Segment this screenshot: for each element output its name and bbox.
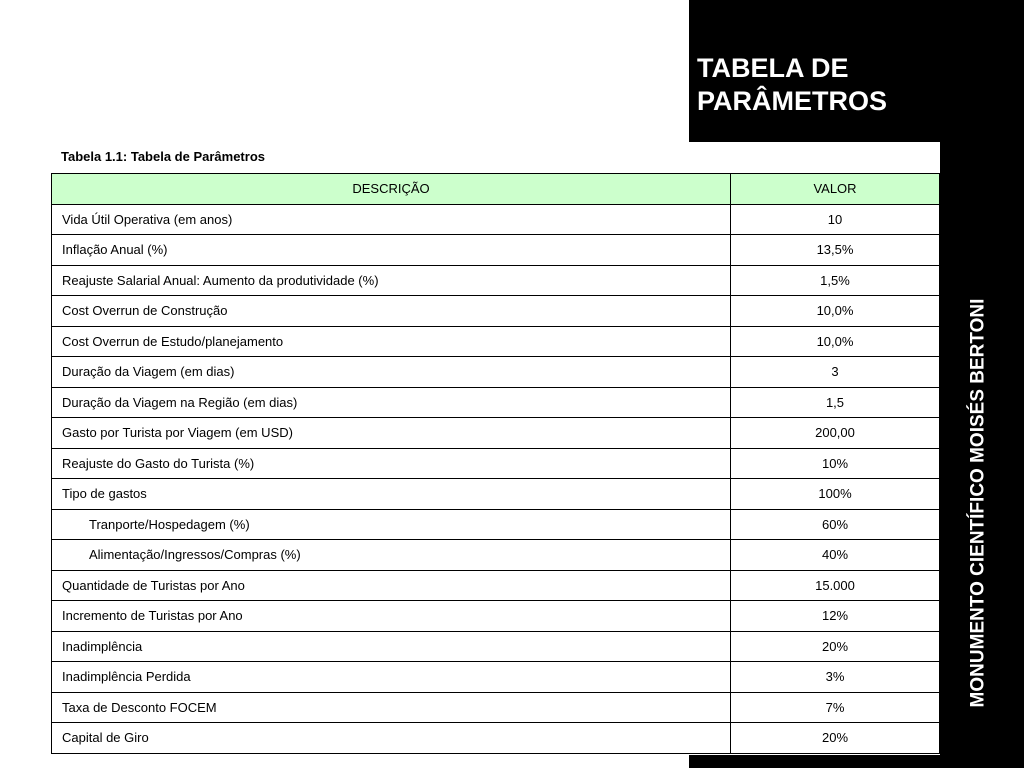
- row-description: Tipo de gastos: [52, 479, 731, 510]
- table-row: [52, 204, 940, 235]
- row-description: Gasto por Turista por Viagem (em USD): [52, 418, 731, 449]
- table-body: [52, 204, 940, 753]
- table-row: [52, 692, 940, 723]
- row-description: Inadimplência: [52, 631, 731, 662]
- table-row: [52, 540, 940, 571]
- table-row: [52, 265, 940, 296]
- row-description: Inflação Anual (%): [52, 235, 731, 266]
- row-description: Duração da Viagem na Região (em dias): [52, 387, 731, 418]
- table-row: [52, 479, 940, 510]
- row-value: 1,5: [731, 387, 940, 418]
- row-value: 40%: [731, 540, 940, 571]
- row-value: 20%: [731, 631, 940, 662]
- row-description: Reajuste Salarial Anual: Aumento da produtividade (%): [52, 265, 731, 296]
- row-description: Alimentação/Ingressos/Compras (%): [52, 540, 731, 571]
- row-description: Cost Overrun de Estudo/planejamento: [52, 326, 731, 357]
- row-value: 7%: [731, 692, 940, 723]
- row-description: Taxa de Desconto FOCEM: [52, 692, 731, 723]
- row-value: 15.000: [731, 570, 940, 601]
- row-value: 1,5%: [731, 265, 940, 296]
- row-value: 12%: [731, 601, 940, 632]
- table-row: [52, 631, 940, 662]
- table-row: [52, 418, 940, 449]
- row-description: Duração da Viagem (em dias): [52, 357, 731, 388]
- table-caption: Tabela 1.1: Tabela de Parâmetros: [61, 149, 265, 164]
- table-row: [52, 357, 940, 388]
- row-description: Incremento de Turistas por Ano: [52, 601, 731, 632]
- table-row: [52, 387, 940, 418]
- row-description: Vida Útil Operativa (em anos): [52, 204, 731, 235]
- row-value: 100%: [731, 479, 940, 510]
- table-row: [52, 601, 940, 632]
- row-value: 10%: [731, 448, 940, 479]
- row-description: Reajuste do Gasto do Turista (%): [52, 448, 731, 479]
- header-description: DESCRIÇÃO: [52, 174, 731, 205]
- row-value: 60%: [731, 509, 940, 540]
- table-row: [52, 662, 940, 693]
- header-value: VALOR: [731, 174, 940, 205]
- side-title-container: [940, 142, 1024, 768]
- table-header-row: [52, 174, 940, 205]
- row-value: 3%: [731, 662, 940, 693]
- table-row: [52, 326, 940, 357]
- parameters-table: [51, 173, 940, 754]
- row-description: Cost Overrun de Construção: [52, 296, 731, 327]
- row-description: Inadimplência Perdida: [52, 662, 731, 693]
- table-row: [52, 570, 940, 601]
- row-description: Capital de Giro: [52, 723, 731, 754]
- row-value: 3: [731, 357, 940, 388]
- bottom-strip: [689, 755, 940, 768]
- row-value: 20%: [731, 723, 940, 754]
- row-description: Quantidade de Turistas por Ano: [52, 570, 731, 601]
- table-row: [52, 296, 940, 327]
- row-value: 10: [731, 204, 940, 235]
- slide-title: TABELA DE PARÂMETROS: [697, 53, 888, 116]
- row-description: Tranporte/Hospedagem (%): [52, 509, 731, 540]
- table-row: [52, 723, 940, 754]
- side-title: MONUMENTO CIENTÍFICO MOISÉS BERTONI: [967, 298, 988, 708]
- table-row: [52, 235, 940, 266]
- row-value: 10,0%: [731, 296, 940, 327]
- row-value: 200,00: [731, 418, 940, 449]
- table-row: [52, 448, 940, 479]
- row-value: 13,5%: [731, 235, 940, 266]
- table-row: [52, 509, 940, 540]
- row-value: 10,0%: [731, 326, 940, 357]
